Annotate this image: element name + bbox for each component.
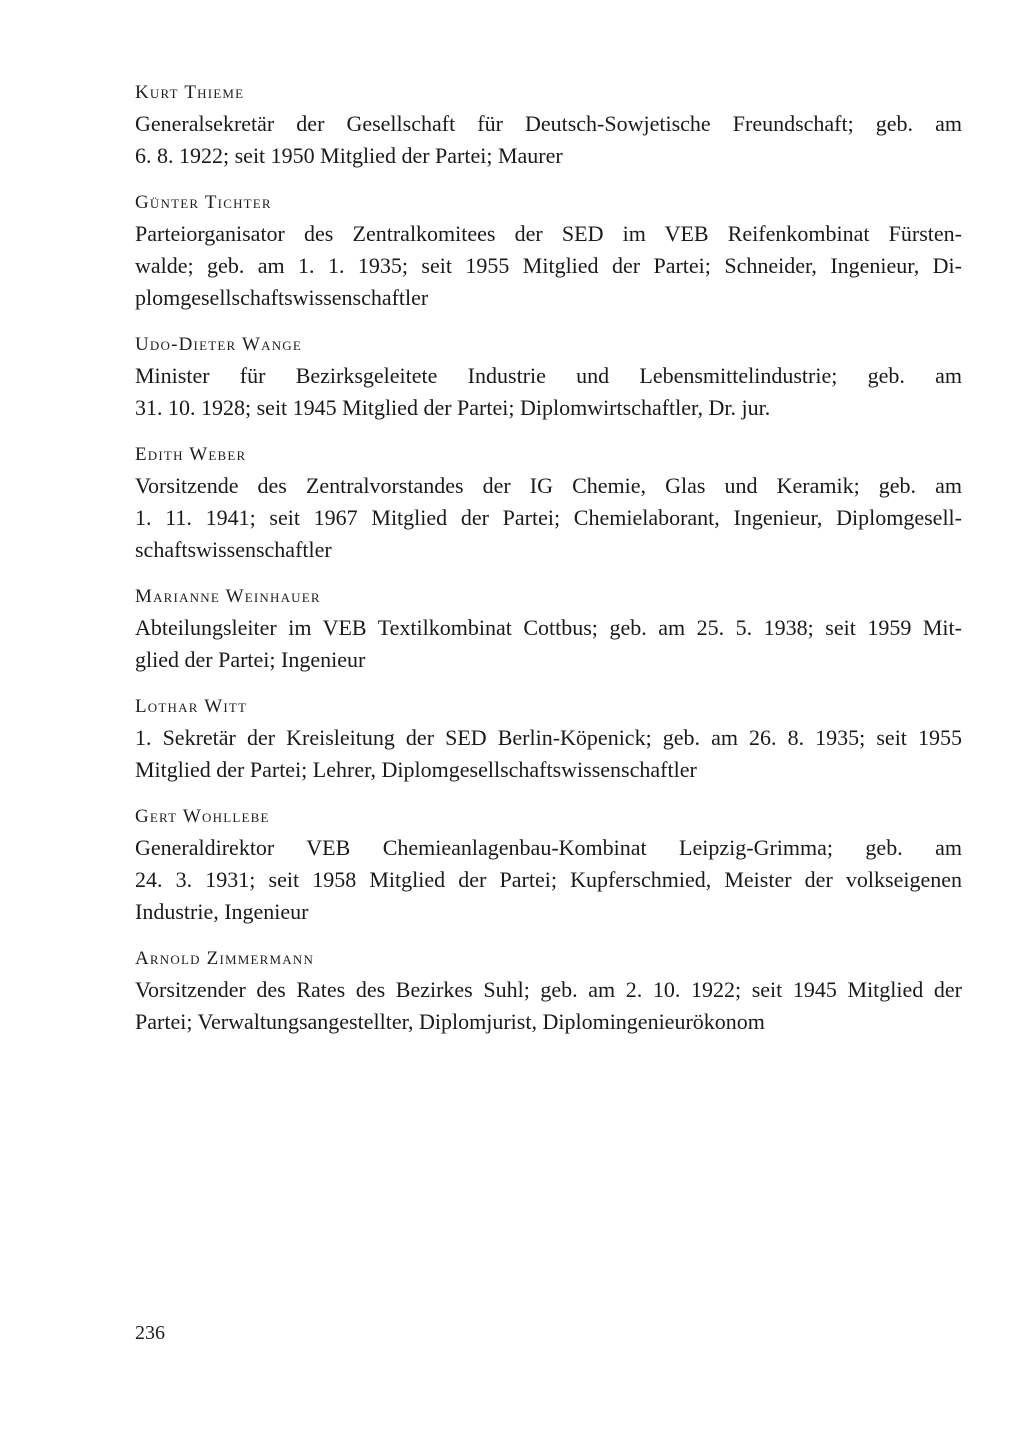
- biography-line: Minister für Bezirksgeleitete Industrie und Lebensmittelindustrie; geb. am: [135, 363, 962, 388]
- biography-line: Industrie, Ingenieur: [135, 899, 309, 924]
- person-name: Günter Tichter: [135, 192, 272, 213]
- person-name: Arnold Zimmermann: [135, 948, 315, 969]
- biography-line: 6. 8. 1922; seit 1950 Mitglied der Partei; Maurer: [135, 143, 563, 168]
- biography-line: schaftswissenschaftler: [135, 537, 332, 562]
- biography-line: Partei; Verwaltungsangestellter, Diplomjurist, Diplomingenieurökonom: [135, 1009, 765, 1034]
- person-name: Lothar Witt: [135, 696, 248, 717]
- biography-entry: [135, 332, 962, 424]
- person-biography: [135, 218, 962, 314]
- biography-line: 1. Sekretär der Kreisleitung der SED Berlin-Köpenick; geb. am 26. 8. 1935; seit 1955: [135, 725, 962, 750]
- biography-line: 31. 10. 1928; seit 1945 Mitglied der Partei; Diplomwirtschaftler, Dr. jur.: [135, 395, 771, 420]
- biography-line: Generalsekretär der Gesellschaft für Deutsch-Sowjetische Freundschaft; geb. am: [135, 111, 962, 136]
- biography-entry: [135, 584, 962, 676]
- person-name: Marianne Weinhauer: [135, 586, 321, 607]
- biography-entry: [135, 946, 962, 1038]
- person-biography: [135, 612, 962, 676]
- biography-line: Abteilungsleiter im VEB Textilkombinat Cottbus; geb. am 25. 5. 1938; seit 1959 Mit-: [135, 615, 962, 640]
- person-biography: [135, 108, 962, 172]
- biography-line: Vorsitzende des Zentralvorstandes der IG Chemie, Glas und Keramik; geb. am: [135, 473, 962, 498]
- biography-line: walde; geb. am 1. 1. 1935; seit 1955 Mitglied der Partei; Schneider, Ingenieur, Di-: [135, 253, 962, 278]
- biography-line: plomgesellschaftswissenschaftler: [135, 285, 429, 310]
- person-biography: [135, 360, 962, 424]
- biography-line: Vorsitzender des Rates des Bezirkes Suhl; geb. am 2. 10. 1922; seit 1945 Mitglied der: [135, 977, 962, 1002]
- person-biography: [135, 470, 962, 566]
- person-biography: [135, 974, 962, 1038]
- biography-entry: [135, 190, 962, 314]
- biography-entry: [135, 804, 962, 928]
- biography-line: glied der Partei; Ingenieur: [135, 647, 366, 672]
- page-number: 236: [135, 1322, 165, 1344]
- biography-entry: [135, 694, 962, 786]
- person-name: Udo-Dieter Wange: [135, 334, 303, 355]
- person-name: Edith Weber: [135, 444, 247, 465]
- biography-entry: [135, 80, 962, 172]
- biography-line: Mitglied der Partei; Lehrer, Diplomgesellschaftswissenschaftler: [135, 757, 697, 782]
- biography-line: Generaldirektor VEB Chemieanlagenbau-Kombinat Leipzig-Grimma; geb. am: [135, 835, 962, 860]
- biography-entry: [135, 442, 962, 566]
- person-biography: [135, 722, 962, 786]
- person-name: Gert Wohllebe: [135, 806, 270, 827]
- person-biography: [135, 832, 962, 928]
- biography-line: 1. 11. 1941; seit 1967 Mitglied der Partei; Chemielaborant, Ingenieur, Diplomgesell-: [135, 505, 962, 530]
- biography-list: [135, 80, 962, 1056]
- person-name: Kurt Thieme: [135, 82, 245, 103]
- biography-line: 24. 3. 1931; seit 1958 Mitglied der Partei; Kupferschmied, Meister der volkseigenen: [135, 867, 962, 892]
- biography-line: Parteiorganisator des Zentralkomitees der SED im VEB Reifenkombinat Fürsten-: [135, 221, 962, 246]
